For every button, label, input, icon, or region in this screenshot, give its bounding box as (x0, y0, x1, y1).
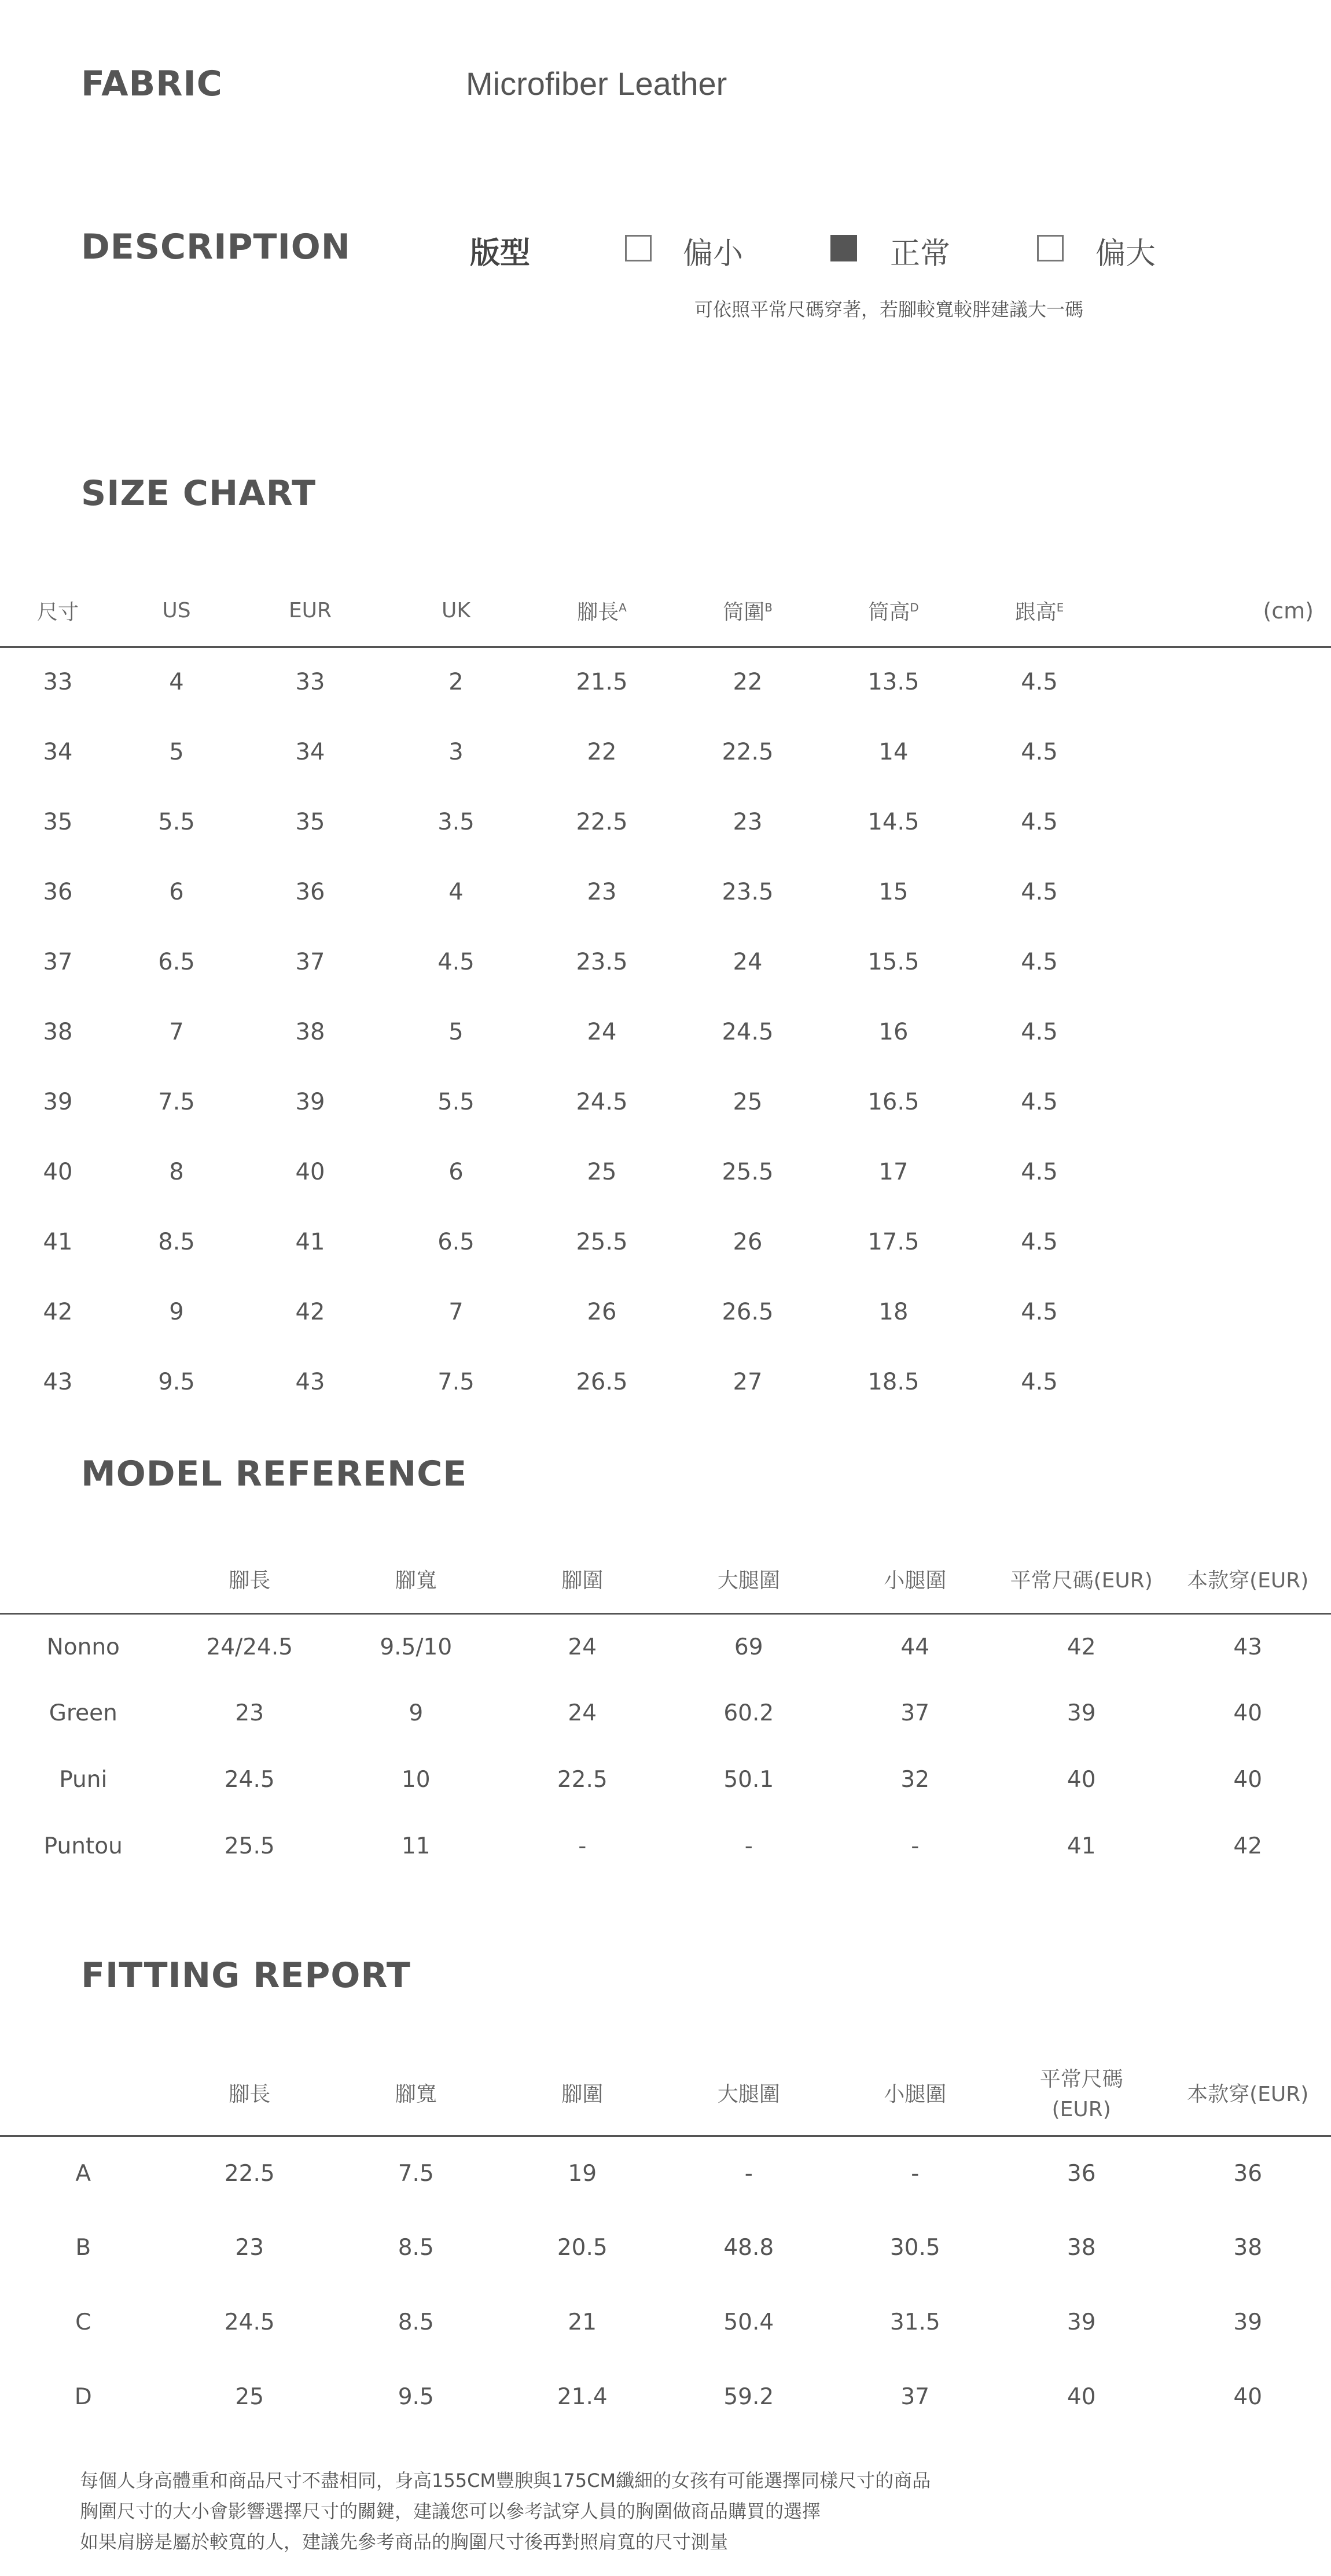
table-row (0, 927, 1331, 997)
table-cell: 25.5 (722, 1158, 774, 1185)
table-cell: 23 (235, 2235, 264, 2261)
column-header: 本款穿(EUR) (1165, 1545, 1331, 1613)
column-header: 腳圍 (499, 2055, 666, 2136)
table-cell: 42 (1233, 1833, 1263, 1859)
table-cell: 6.5 (437, 1228, 475, 1255)
table-cell: 18 (878, 1298, 909, 1325)
size-chart-header-row (0, 576, 1331, 647)
table-cell: 31.5 (889, 2309, 940, 2335)
table-cell: 9 (409, 1700, 424, 1726)
table-cell: 23 (587, 878, 617, 905)
table-cell: 22 (587, 738, 617, 765)
fit-option-normal-checkbox (830, 235, 857, 261)
table-cell: 4.5 (1021, 1018, 1058, 1045)
table-cell: 2 (448, 669, 464, 696)
table-cell: 40 (1233, 1767, 1263, 1793)
table-cell: 26.5 (576, 1368, 628, 1395)
table-cell: 24.5 (224, 1767, 275, 1793)
table-cell: 9.5/10 (380, 1634, 453, 1660)
note-line: 如果肩膀是屬於較寬的人，建議先參考商品的胸圍尺寸後再對照肩寬的尺寸測量 (80, 2531, 729, 2553)
table-cell: B (75, 2235, 91, 2261)
fitting-report-table (0, 2055, 1331, 2434)
table-cell: 36 (295, 878, 325, 905)
table-cell: 35 (43, 808, 73, 835)
table-cell: 36 (1233, 2160, 1263, 2187)
model-reference-header-row (0, 1545, 1331, 1613)
column-header: 平常尺碼(EUR) (998, 1545, 1165, 1613)
table-cell: 20.5 (557, 2235, 608, 2261)
table-cell: 26 (587, 1298, 617, 1325)
fit-type-label: 版型 (470, 236, 531, 271)
table-cell: 3 (448, 738, 464, 765)
table-cell: 22.5 (557, 1767, 608, 1793)
table-cell: 50.4 (723, 2309, 774, 2335)
table-cell (1112, 1207, 1331, 1277)
table-cell: 18.5 (867, 1368, 920, 1395)
column-header: EUR (237, 576, 383, 647)
fabric-value: Microfiber Leather (466, 65, 727, 102)
table-row (0, 787, 1331, 857)
table-cell: 24 (568, 1634, 597, 1660)
table-cell: 19 (568, 2160, 597, 2187)
table-cell: 30.5 (889, 2235, 940, 2261)
table-cell: 38 (43, 1018, 73, 1045)
table-cell: 33 (43, 669, 73, 696)
table-cell: 37 (900, 2384, 930, 2410)
table-cell: D (74, 2384, 92, 2410)
column-header: 平常尺碼 (EUR) (998, 2055, 1165, 2136)
table-cell: 8.5 (398, 2235, 434, 2261)
table-cell: - (911, 1833, 920, 1859)
table-cell: 15 (878, 878, 909, 905)
note-line: 每個人身高體重和商品尺寸不盡相同，身高155CM豐腴與175CM纖細的女孩有可能選擇同樣尺寸的商品 (80, 2470, 931, 2492)
table-cell: 39 (1233, 2309, 1263, 2335)
table-cell: 21.5 (576, 669, 628, 696)
table-cell: 22.5 (722, 738, 774, 765)
table-cell: 50.1 (723, 1767, 774, 1793)
table-row (0, 1067, 1331, 1137)
table-cell: 7.5 (158, 1088, 195, 1115)
table-cell: 4.5 (1021, 878, 1058, 905)
column-header: 筒圍$^B$ (675, 576, 821, 647)
table-cell: 4.5 (1021, 1368, 1058, 1395)
table-cell: 5 (169, 738, 184, 765)
notes (80, 2466, 931, 2557)
column-header: (cm) (1112, 576, 1331, 647)
table-cell: 59.2 (723, 2384, 774, 2410)
fabric-heading: FABRIC (81, 64, 223, 104)
column-header: 腳長$^A$ (529, 576, 675, 647)
column-header (0, 2055, 167, 2136)
column-header: 大腿圍 (666, 2055, 832, 2136)
table-row (0, 1813, 1331, 1880)
table-cell: 5 (448, 1018, 464, 1045)
table-cell (1112, 1137, 1331, 1207)
description-heading: DESCRIPTION (81, 227, 351, 267)
table-row (0, 1207, 1331, 1277)
table-cell: 4.5 (1021, 669, 1058, 696)
table-cell: 11 (401, 1833, 431, 1859)
column-header: 腳長 (167, 1545, 333, 1613)
table-cell (1112, 857, 1331, 927)
table-row (0, 1746, 1331, 1813)
table-cell: 43 (295, 1368, 325, 1395)
column-header: 腳長 (167, 2055, 333, 2136)
table-cell: 6.5 (158, 948, 195, 975)
table-cell: 25 (733, 1088, 763, 1115)
table-cell: 24.5 (576, 1088, 628, 1115)
column-header (0, 1545, 167, 1613)
table-cell: 60.2 (723, 1700, 774, 1726)
table-cell: 4.5 (1021, 1228, 1058, 1255)
table-cell: 7.5 (437, 1368, 475, 1395)
table-cell (1112, 927, 1331, 997)
table-cell: A (75, 2160, 91, 2187)
fit-note: 可依照平常尺碼穿著，若腳較寬較胖建議大一碼 (694, 298, 1084, 320)
table-cell: - (744, 1833, 753, 1859)
fitting-report-header-row (0, 2055, 1331, 2136)
table-row (0, 2210, 1331, 2285)
table-cell: 38 (295, 1018, 325, 1045)
table-cell: 24 (568, 1700, 597, 1726)
table-cell: 21 (568, 2309, 597, 2335)
table-cell: 42 (295, 1298, 325, 1325)
column-header: 腳圍 (499, 1545, 666, 1613)
table-cell: 41 (43, 1228, 73, 1255)
column-header: 腳寬 (333, 2055, 499, 2136)
table-cell: 43 (43, 1368, 73, 1395)
column-header: 腳寬 (333, 1545, 499, 1613)
column-header: UK (383, 576, 529, 647)
column-header: 大腿圍 (666, 1545, 832, 1613)
table-cell: Green (49, 1700, 117, 1726)
table-cell: 23 (235, 1700, 264, 1726)
table-cell: 27 (733, 1368, 763, 1395)
table-cell: - (578, 1833, 587, 1859)
table-cell: 25.5 (576, 1228, 628, 1255)
table-row (0, 1680, 1331, 1746)
table-cell: 44 (900, 1634, 930, 1660)
table-cell: 43 (1233, 1634, 1263, 1660)
table-cell: 39 (295, 1088, 325, 1115)
table-cell: 42 (1067, 1634, 1096, 1660)
table-cell: 17 (878, 1158, 909, 1185)
table-cell: 22 (733, 669, 763, 696)
table-row (0, 1137, 1331, 1207)
table-cell: 14.5 (867, 808, 920, 835)
table-cell (1112, 717, 1331, 787)
table-cell: 40 (1233, 1700, 1263, 1726)
model-reference-heading: MODEL REFERENCE (81, 1454, 468, 1494)
table-cell: 48.8 (723, 2235, 774, 2261)
table-row (0, 647, 1331, 717)
table-cell: 24 (733, 948, 763, 975)
table-cell (1112, 647, 1331, 717)
table-cell: 42 (43, 1298, 73, 1325)
table-cell: 39 (43, 1088, 73, 1115)
fit-option-large-label: 偏大 (1095, 237, 1156, 271)
table-row (0, 857, 1331, 927)
table-cell: 5.5 (158, 808, 195, 835)
table-cell: 14 (878, 738, 909, 765)
table-cell: Puntou (43, 1833, 123, 1859)
column-header: US (116, 576, 237, 647)
table-cell: 69 (734, 1634, 763, 1660)
table-cell: 41 (295, 1228, 325, 1255)
table-cell: 34 (295, 738, 325, 765)
table-cell: 5.5 (437, 1088, 475, 1115)
table-cell: 23.5 (722, 878, 774, 905)
table-cell: 25 (235, 2384, 264, 2410)
table-row (0, 717, 1331, 787)
size-chart-heading: SIZE CHART (81, 473, 317, 514)
table-row (0, 1277, 1331, 1347)
column-header: 小腿圍 (832, 1545, 999, 1613)
table-cell: 21.4 (557, 2384, 608, 2410)
table-cell: 4.5 (1021, 1298, 1058, 1325)
note-line: 胸圍尺寸的大小會影響選擇尺寸的關鍵，建議您可以參考試穿人員的胸圍做商品購買的選擇 (80, 2500, 821, 2522)
table-cell: 13.5 (867, 669, 920, 696)
table-cell: 22.5 (224, 2160, 275, 2187)
table-cell: 33 (295, 669, 325, 696)
table-cell: 38 (1233, 2235, 1263, 2261)
table-cell (1112, 1347, 1331, 1417)
table-cell: 7 (448, 1298, 464, 1325)
table-cell: C (75, 2309, 91, 2335)
table-row (0, 1613, 1331, 1680)
table-cell: 4 (448, 878, 464, 905)
table-cell: 35 (295, 808, 325, 835)
fit-option-small-checkbox (625, 235, 652, 261)
table-cell: 4.5 (1021, 808, 1058, 835)
table-cell: 4.5 (1021, 948, 1058, 975)
table-cell: 24/24.5 (206, 1634, 293, 1660)
table-cell: 4.5 (1021, 1158, 1058, 1185)
table-cell: 4.5 (437, 948, 475, 975)
table-cell: 24.5 (224, 2309, 275, 2335)
table-row (0, 997, 1331, 1067)
column-header: 本款穿(EUR) (1165, 2055, 1331, 2136)
table-cell (1112, 787, 1331, 857)
model-reference-table (0, 1545, 1331, 1880)
table-cell: 26.5 (722, 1298, 774, 1325)
table-cell: 8 (169, 1158, 184, 1185)
table-cell (1112, 997, 1331, 1067)
table-cell: 40 (1067, 1767, 1096, 1793)
table-cell: 37 (900, 1700, 930, 1726)
table-cell: 16 (878, 1018, 909, 1045)
table-cell: 4.5 (1021, 738, 1058, 765)
table-cell (1112, 1067, 1331, 1137)
fit-option-small-label: 偏小 (683, 237, 744, 271)
table-cell: 41 (1067, 1833, 1096, 1859)
table-cell: 7.5 (398, 2160, 434, 2187)
table-cell: 34 (43, 738, 73, 765)
table-cell: 3.5 (437, 808, 475, 835)
column-header: 小腿圍 (832, 2055, 999, 2136)
table-cell: 8.5 (158, 1228, 195, 1255)
table-cell: 26 (733, 1228, 763, 1255)
table-cell: 36 (1067, 2160, 1096, 2187)
table-cell: 6 (448, 1158, 464, 1185)
table-cell: 40 (43, 1158, 73, 1185)
fitting-report-heading: FITTING REPORT (81, 1955, 411, 1996)
table-cell: 24.5 (722, 1018, 774, 1045)
table-cell: 39 (1067, 1700, 1096, 1726)
table-cell: Puni (59, 1767, 108, 1793)
table-cell: 10 (401, 1767, 431, 1793)
table-cell: 23.5 (576, 948, 628, 975)
table-cell: 4.5 (1021, 1088, 1058, 1115)
table-cell: 37 (43, 948, 73, 975)
table-cell: 25 (587, 1158, 617, 1185)
table-cell: 6 (169, 878, 184, 905)
fit-option-normal-label: 正常 (890, 237, 951, 271)
table-cell: 9 (169, 1298, 184, 1325)
table-cell: 39 (1067, 2309, 1096, 2335)
table-cell: 9.5 (158, 1368, 195, 1395)
table-cell: - (744, 2160, 753, 2187)
table-cell: 25.5 (224, 1833, 275, 1859)
table-cell: 40 (1233, 2384, 1263, 2410)
table-cell: 24 (587, 1018, 617, 1045)
table-cell: - (911, 2160, 920, 2187)
table-cell: 17.5 (867, 1228, 920, 1255)
table-row (0, 2285, 1331, 2360)
table-cell: Nonno (46, 1634, 120, 1660)
table-row (0, 2136, 1331, 2210)
table-cell (1112, 1277, 1331, 1347)
table-cell: 37 (295, 948, 325, 975)
table-cell: 40 (295, 1158, 325, 1185)
table-row (0, 2360, 1331, 2434)
table-cell: 16.5 (867, 1088, 920, 1115)
fit-option-large-checkbox (1037, 235, 1064, 261)
table-cell: 9.5 (398, 2384, 434, 2410)
size-chart-table (0, 576, 1331, 1417)
table-cell: 38 (1067, 2235, 1096, 2261)
table-cell: 36 (43, 878, 73, 905)
table-cell: 8.5 (398, 2309, 434, 2335)
table-cell: 22.5 (576, 808, 628, 835)
table-cell: 4 (169, 669, 184, 696)
column-header: 筒高$^D$ (821, 576, 966, 647)
table-cell: 23 (733, 808, 763, 835)
table-cell: 15.5 (867, 948, 920, 975)
table-cell: 32 (900, 1767, 930, 1793)
column-header: 跟高$^E$ (966, 576, 1112, 647)
table-row (0, 1347, 1331, 1417)
table-cell: 7 (169, 1018, 184, 1045)
table-cell: 40 (1067, 2384, 1096, 2410)
column-header: 尺寸 (0, 576, 116, 647)
